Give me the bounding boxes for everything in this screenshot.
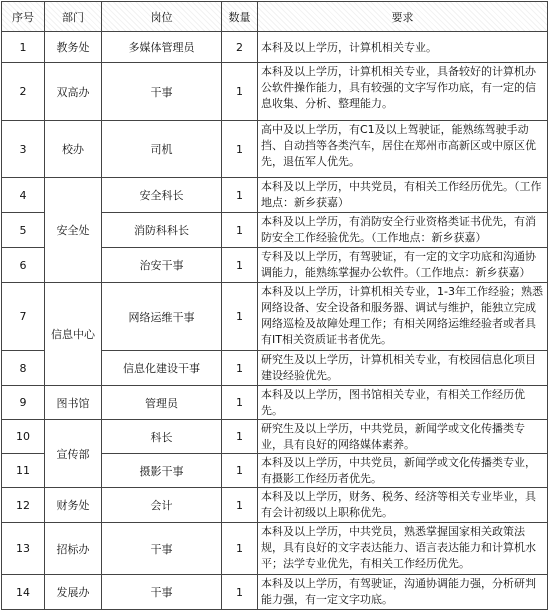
cell-seq: 3 xyxy=(2,121,45,178)
cell-count: 1 xyxy=(222,213,258,248)
cell-count: 1 xyxy=(222,351,258,386)
table-row xyxy=(2,575,548,610)
table-row xyxy=(2,63,548,121)
cell-seq: 2 xyxy=(2,63,45,121)
cell-count: 1 xyxy=(222,386,258,420)
table-row xyxy=(2,488,548,523)
header-req: 要求 xyxy=(258,2,548,32)
cell-seq: 6 xyxy=(2,248,45,283)
table-row xyxy=(2,178,548,213)
cell-post: 消防科科长 xyxy=(102,213,222,248)
cell-req: 本科及以上学历，中共党员，新闻学或文化传播类专业，有摄影工作经历者优先。 xyxy=(258,454,548,488)
cell-seq: 1 xyxy=(2,32,45,63)
cell-post: 治安干事 xyxy=(102,248,222,283)
cell-req: 本科及以上学历，图书馆相关专业，有相关工作经历优先。 xyxy=(258,386,548,420)
header-seq: 序号 xyxy=(2,2,45,32)
cell-post: 信息化建设干事 xyxy=(102,351,222,386)
table-row xyxy=(2,386,548,420)
cell-seq: 13 xyxy=(2,523,45,575)
cell-req: 研究生及以上学历，计算机相关专业，有校园信息化项目建设经验优先。 xyxy=(258,351,548,386)
cell-req: 本科及以上学历，有消防安全行业资格类证书优先，有消防安全工作经验优先。（工作地点：新乡获嘉） xyxy=(258,213,548,248)
cell-seq: 11 xyxy=(2,454,45,488)
cell-count: 1 xyxy=(222,121,258,178)
cell-seq: 10 xyxy=(2,420,45,454)
cell-dept: 发展办 xyxy=(45,575,102,610)
cell-req: 本科及以上学历，计算机相关专业。 xyxy=(258,32,548,63)
cell-seq: 14 xyxy=(2,575,45,610)
cell-post: 干事 xyxy=(102,523,222,575)
cell-count: 1 xyxy=(222,178,258,213)
cell-dept: 财务处 xyxy=(45,488,102,523)
cell-post: 科长 xyxy=(102,420,222,454)
recruitment-table xyxy=(1,1,548,610)
cell-count: 1 xyxy=(222,283,258,351)
cell-dept: 宣传部 xyxy=(45,420,102,488)
header-dept: 部门 xyxy=(45,2,102,32)
cell-req: 专科及以上学历，有驾驶证，有一定的文字功底和沟通协调能力，能熟练掌握办公软件。（工作地点：新乡获嘉） xyxy=(258,248,548,283)
cell-seq: 4 xyxy=(2,178,45,213)
cell-dept: 教务处 xyxy=(45,32,102,63)
table-row xyxy=(2,121,548,178)
cell-dept: 双高办 xyxy=(45,63,102,121)
cell-post: 干事 xyxy=(102,575,222,610)
cell-post: 管理员 xyxy=(102,386,222,420)
cell-count: 1 xyxy=(222,523,258,575)
cell-dept: 安全处 xyxy=(45,178,102,283)
cell-count: 2 xyxy=(222,32,258,63)
cell-count: 1 xyxy=(222,63,258,121)
cell-dept: 信息中心 xyxy=(45,283,102,386)
table-row xyxy=(2,283,548,351)
cell-count: 1 xyxy=(222,488,258,523)
cell-req: 本科及以上学历，计算机相关专业，1-3年工作经验；熟悉网络设备、安全设备和服务器、调试与维护，能独立完成网络巡检及故障处理工作；有相关网络运维经验者或者具有IT相关资质证书者优先。 xyxy=(258,283,548,351)
cell-post: 网络运维干事 xyxy=(102,283,222,351)
cell-post: 安全科长 xyxy=(102,178,222,213)
header-post: 岗位 xyxy=(102,2,222,32)
cell-count: 1 xyxy=(222,454,258,488)
cell-seq: 9 xyxy=(2,386,45,420)
table-row xyxy=(2,32,548,63)
cell-dept: 图书馆 xyxy=(45,386,102,420)
cell-req: 研究生及以上学历，中共党员，新闻学或文化传播类专业，具有良好的网络媒体素养。 xyxy=(258,420,548,454)
table-header-row xyxy=(2,2,548,32)
cell-post: 摄影干事 xyxy=(102,454,222,488)
cell-seq: 5 xyxy=(2,213,45,248)
cell-req: 本科及以上学历，中共党员，熟悉掌握国家相关政策法规，具有良好的文字表达能力、语言表达能力和计算机水平；法学专业优先，有相关工作经历优先。 xyxy=(258,523,548,575)
cell-seq: 12 xyxy=(2,488,45,523)
cell-post: 多媒体管理员 xyxy=(102,32,222,63)
cell-post: 会计 xyxy=(102,488,222,523)
cell-dept: 招标办 xyxy=(45,523,102,575)
cell-seq: 8 xyxy=(2,351,45,386)
cell-req: 本科及以上学历，有驾驶证，沟通协调能力强，分析研判能力强，有一定文字功底。 xyxy=(258,575,548,610)
cell-req: 高中及以上学历，有C1及以上驾驶证，能熟练驾驶手动挡、自动挡等各类汽车，居住在郑州市高新区或中原区优先，退伍军人优先。 xyxy=(258,121,548,178)
header-count: 数量 xyxy=(222,2,258,32)
cell-post: 司机 xyxy=(102,121,222,178)
cell-dept: 校办 xyxy=(45,121,102,178)
cell-count: 1 xyxy=(222,248,258,283)
table-row xyxy=(2,420,548,454)
cell-seq: 7 xyxy=(2,283,45,351)
cell-count: 1 xyxy=(222,575,258,610)
cell-req: 本科及以上学历，财务、税务、经济等相关专业毕业，具有会计初级以上职称优先。 xyxy=(258,488,548,523)
table-row xyxy=(2,523,548,575)
cell-count: 1 xyxy=(222,420,258,454)
cell-req: 本科及以上学历，计算机相关专业，具备较好的计算机办公软件操作能力，具有较强的文字写作功底，有一定的信息收集、分析、整理能力。 xyxy=(258,63,548,121)
cell-req: 本科及以上学历，中共党员，有相关工作经历优先。（工作地点：新乡获嘉） xyxy=(258,178,548,213)
cell-post: 干事 xyxy=(102,63,222,121)
